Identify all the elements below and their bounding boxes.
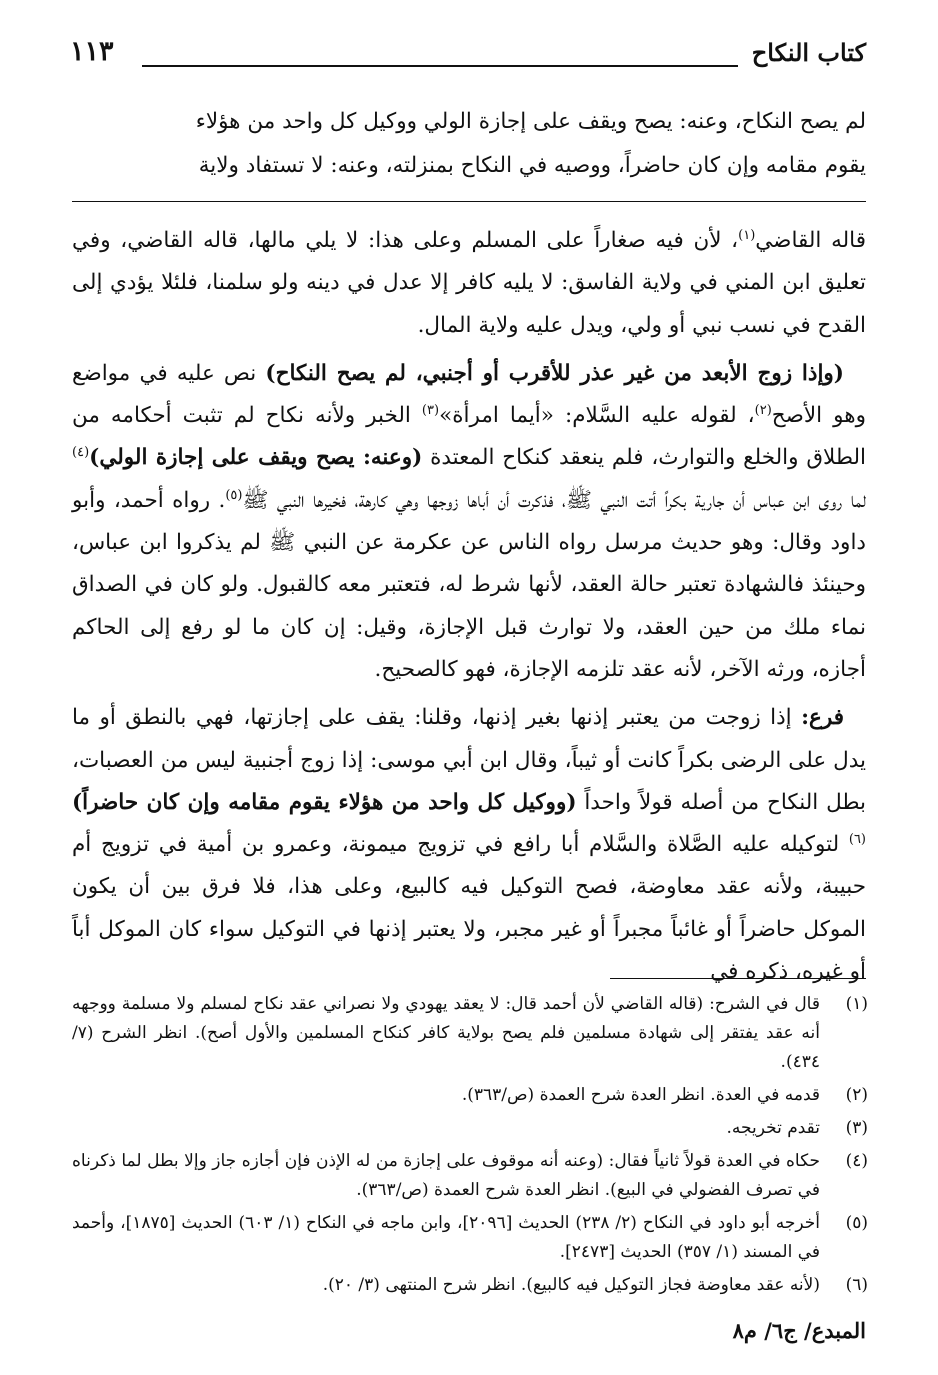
footnote-number: (٥) <box>845 1213 868 1233</box>
printer-signature: المبدع/ ج٦/ م٨ <box>732 1318 866 1343</box>
para2-text-2: ، لقوله عليه السَّلام: «أيما امرأة» <box>439 403 755 429</box>
para2-text-1: نص عليه في مواضع وهو الأصح <box>72 360 866 429</box>
para1-text-1: قاله القاضي <box>755 228 866 253</box>
para1-text-2: ، لأن فيه صغاراً على المسلم وعلى هذا: لا يلي مالها، قاله القاضي، وفي تعليق ابن المني في ولاية الفاسق: لا يليه كافر إلا عدل في دينه ولو سلمنا، فلئلا يؤدي إلى القدح في نسب نبي أو ولي، ويدل عليه ولاية المال. <box>72 228 866 338</box>
running-title: كتاب النكاح <box>751 38 866 67</box>
matn-quote-2: (وعنه: يصح ويقف على إجازة الولي) <box>89 445 423 471</box>
footnote-item <box>72 1271 868 1300</box>
para3-text-2: لتوكيله عليه الصَّلاة والسَّلام أبا رافع في تزويج ميمونة، وعمرو بن أمية في تزويج أم حبيبة، ولأنه عقد معاوضة، فصح التوكيل فيه كالبيع، وعلى هذا، فلا فرق بين أن يكون الموكل حاضراً أو غائباً مجبراً أو غير مجبر، ولا يعتبر إذنها في التوكيل سواء كان الموكل أباً أو غيره، ذكره في <box>72 832 866 985</box>
paragraph-2 <box>72 353 866 691</box>
footnote-ref-5[interactable]: (٥) <box>225 487 243 503</box>
para2-text-4: لما روى ابن عباس أن جارية بكراً أتت النبي ﷺ، فذكرت أن أباها زوجها وهي كارهة، فخيرها النبي ﷺ <box>242 487 866 513</box>
footnote-text: تقدم تخريجه. <box>726 1118 820 1138</box>
footnote-text: حكاه في العدة قولاً ثانياً فقال: (وعنه أنه موقوف على إجازة من له الإذن فإن أجازه جاز وإلا بطل لما ذكرناه في تصرف الفضولي في البيع). انظر العدة شرح العمدة (ص/٣٦٣). <box>72 1151 820 1200</box>
footnote-item <box>72 990 868 1077</box>
footnote-number: (١) <box>845 994 868 1014</box>
page-number: ١١٣ <box>70 36 114 67</box>
footnote-text: قدمه في العدة. انظر العدة شرح العمدة (ص/٣٦٣). <box>461 1085 820 1105</box>
footnote-item <box>72 1147 868 1205</box>
para2-text-3: الخبر ولأنه نكاح لم تثبت أحكامه من الطلاق والخلع والتوارث، فلم ينعقد كنكاح المعتدة <box>72 403 866 471</box>
footnote-ref-1[interactable]: (١) <box>738 227 756 243</box>
para2-text-5: . رواه أحمد، وأبو داود وقال: وهو حديث مرسل رواه الناس عن عكرمة عن النبي ﷺ لم يذكروا ابن عباس، وحينئذ فالشهادة تعتبر حالة العقد، لأنها شرط له، فتعتبر معه كالقبول. ولو كان في الصداق نماء ملك من حين العقد، ولا توارث قبل الإجازة، وقيل: إن كان ما لو رفع إلى الحاكم أجازه، ورثه الآخر، لأنه عقد تلزمه الإجازة، فهو كالصحيح. <box>72 487 866 682</box>
footnote-rule <box>610 978 866 979</box>
matn-quote-3: (ووكيل كل واحد من هؤلاء يقوم مقامه وإن كان حاضراً) <box>72 789 577 815</box>
footnote-ref-4[interactable]: (٤) <box>72 445 90 461</box>
matn-quote-1: (وإذا زوج الأبعد من غير عذر للأقرب أو أجنبي، لم يصح النكاح) <box>265 360 844 386</box>
footnote-text: أخرجه أبو داود في النكاح (٢/ ٢٣٨) الحديث [٢٠٩٦]، وابن ماجه في النكاح (١/ ٦٠٣) الحديث [١٨٧٥]، وأحمد في المسند (١/ ٣٥٧) الحديث [٢٤٧٣]. <box>72 1213 820 1262</box>
carryover-line-2: يقوم مقامه وإن كان حاضراً، ووصيه في النكاح بمنزلته، وعنه: لا تستفاد ولاية <box>198 153 866 178</box>
footnote-number: (٦) <box>845 1275 868 1295</box>
footnote-item <box>72 1081 868 1110</box>
footnote-ref-6[interactable]: (٦) <box>848 832 866 847</box>
footnotes <box>72 990 868 1304</box>
paragraph-1 <box>72 220 866 347</box>
far-label: فرع: <box>801 705 844 731</box>
main-text <box>72 220 866 999</box>
footnote-number: (٤) <box>845 1151 868 1171</box>
carryover-line-1: لم يصح النكاح، وعنه: يصح ويقف على إجازة الولي ووكيل كل واحد من هؤلاء <box>195 109 866 134</box>
footnote-item <box>72 1209 868 1267</box>
footnote-text: قال في الشرح: (قاله القاضي لأن أحمد قال: لا يعقد يهودي ولا نصراني عقد نكاح لمسلم ولا مسلمة ووجهه أنه عقد يفتقر إلى شهادة مسلمين فلم يصح بولاية كافر كنكاح المسلمين والأول أصح). انظر الشرح (٧/ ٤٣٤). <box>72 994 820 1072</box>
header-rule <box>142 65 738 67</box>
footnote-number: (٢) <box>845 1085 868 1105</box>
section-divider <box>72 201 866 202</box>
paragraph-3 <box>72 697 866 993</box>
footnote-number: (٣) <box>845 1118 868 1138</box>
carryover-text <box>72 100 866 188</box>
footnote-ref-3[interactable]: (٣) <box>421 403 440 419</box>
page-header <box>70 38 866 78</box>
footnote-ref-2[interactable]: (٢) <box>754 403 772 419</box>
footnote-text: (لأنه عقد معاوضة فجاز التوكيل فيه كالبيع). انظر شرح المنتهى (٣/ ٢٠). <box>322 1275 820 1295</box>
footnote-item <box>72 1114 868 1143</box>
para3-text-1: إذا زوجت من يعتبر إذنها بغير إذنها، وقلنا: يقف على إجازتها، فهي بالنطق أو ما يدل على الرضى بكراً كانت أو ثيباً، وقال ابن أبي موسى: إذا زوج أجنبية ليس من العصبات، بطل النكاح من أصله قولاً واحداً <box>72 705 866 815</box>
